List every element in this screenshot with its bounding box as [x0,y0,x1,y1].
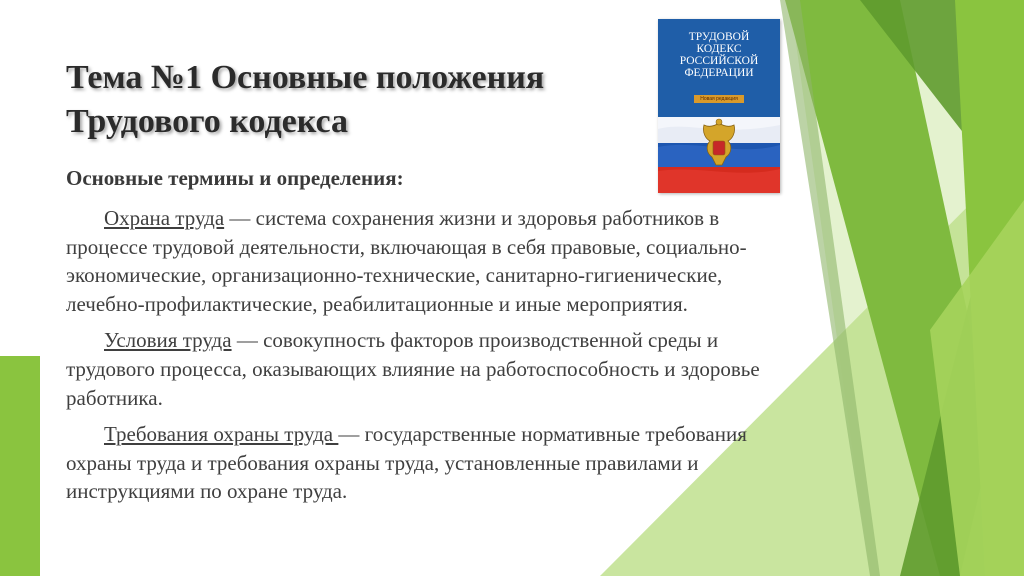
term-label: Условия труда [104,328,232,353]
section-subtitle: Основные термины и определения: [66,166,404,190]
book-cover-top [658,19,780,117]
book-title-line4: ФЕДЕРАЦИИ [684,67,754,79]
slide-title [66,56,626,144]
definitions-body [66,204,766,514]
book-edition-label: Новая редакция [694,95,744,103]
book-title-line3: РОССИЙСКОЙ [679,55,759,67]
definition-paragraph [66,204,766,318]
book-title-line1: ТРУДОВОЙ [688,31,750,43]
book-title-line2: КОДЕКС [696,43,742,55]
russian-flag-emblem [658,117,780,193]
book-title [662,31,776,79]
definition-text: — государственные нормативные требования охраны труда и требования охраны труда, установленные правилами и инструкциями по охране труда. [66,422,747,504]
slide-title-line2: Трудового кодекса [66,103,348,140]
left-green-bar [0,356,40,576]
slide-title-line1: Тема №1 Основные положения [66,59,545,96]
term-label: Требования охраны труда [104,422,339,447]
definition-text: — совокупность факторов производственной среды и трудового процесса, оказывающих влияние на работоспособность и здоровье работника. [66,328,760,410]
term-label: Охрана труда [104,206,225,230]
labor-code-book-cover [658,19,780,193]
definition-paragraph [66,420,766,506]
definition-paragraph [66,326,766,412]
definition-text: — система сохранения жизни и здоровья работников в процессе трудовой деятельности, включающая в себя правовые, социально-экономические, организационно-технические, санитарно-гигиенические, лечебно-профилактические, реабилитационные и иные мероприятия. [66,206,747,316]
